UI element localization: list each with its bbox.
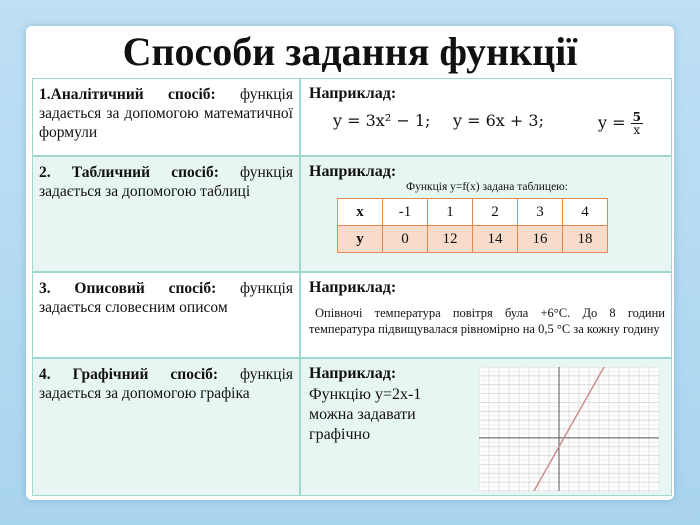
method-cell	[33, 157, 301, 271]
example-cell	[303, 359, 671, 495]
row-descriptive	[33, 271, 671, 357]
page-title: Способи задання функції	[122, 29, 578, 74]
graph-line-2: можна задавати	[309, 406, 416, 423]
x-cell: 1	[428, 199, 473, 226]
y-cell: 0	[383, 226, 428, 253]
x-cell: 2	[473, 199, 518, 226]
example-label: Наприклад:	[309, 279, 397, 296]
method-name: 4. Графічний спосіб:	[39, 366, 219, 383]
method-description: функція задається словесним описом	[39, 280, 293, 316]
row-analytic	[33, 79, 671, 155]
fraction-numerator: 5	[632, 110, 641, 124]
function-graph	[479, 367, 659, 491]
table-caption: Функція y=f(x) задана таблицею:	[406, 181, 568, 193]
graph-text	[309, 385, 421, 445]
x-cell: 4	[563, 199, 608, 226]
y-cell: 14	[473, 226, 518, 253]
formula-1: y = 3x² − 1;	[333, 111, 431, 130]
method-name: 1.Аналітичний спосіб:	[39, 86, 216, 103]
row-tabular	[33, 155, 671, 271]
values-table	[337, 198, 608, 253]
example-label: Наприклад:	[309, 163, 397, 180]
x-cell: -1	[383, 199, 428, 226]
x-header: x	[338, 199, 383, 226]
formula-2: y = 6x + 3;	[453, 111, 544, 130]
example-cell	[303, 273, 671, 357]
slide	[26, 26, 674, 500]
y-row	[338, 226, 608, 253]
example-cell	[303, 157, 671, 271]
y-cell: 18	[563, 226, 608, 253]
formula-3	[598, 111, 643, 136]
method-description: функція задається за допомогою графіка	[39, 366, 293, 402]
fraction	[631, 111, 643, 136]
example-label: Наприклад:	[309, 365, 397, 382]
method-name: 3. Описовий спосіб:	[39, 280, 217, 297]
y-header: y	[338, 226, 383, 253]
methods-table	[32, 78, 672, 496]
method-cell	[33, 273, 301, 357]
method-description: функція задається за допомогою математичної формули	[39, 86, 293, 141]
y-cell: 12	[428, 226, 473, 253]
example-label: Наприклад:	[309, 85, 397, 102]
graph-line-1: Функцію y=2x-1	[309, 386, 422, 403]
example-cell	[303, 79, 671, 155]
formula-3-lhs: y =	[598, 113, 626, 132]
x-row	[338, 199, 608, 226]
verbal-description: Опівночі температура повітря була +6°С. До 8 години температура підвищувалася рівномірно на 0,5 °С за кожну годину	[309, 306, 665, 336]
row-graphical	[33, 357, 671, 495]
method-description: функція задається за допомогою таблиці	[39, 164, 293, 200]
method-name: 2. Табличний спосіб:	[39, 164, 219, 181]
method-cell	[33, 359, 301, 495]
graph-line-3: графічно	[309, 426, 371, 443]
method-cell	[33, 79, 301, 155]
x-cell: 3	[518, 199, 563, 226]
fraction-denominator: x	[633, 123, 641, 137]
y-cell: 16	[518, 226, 563, 253]
graph-svg	[479, 367, 659, 491]
